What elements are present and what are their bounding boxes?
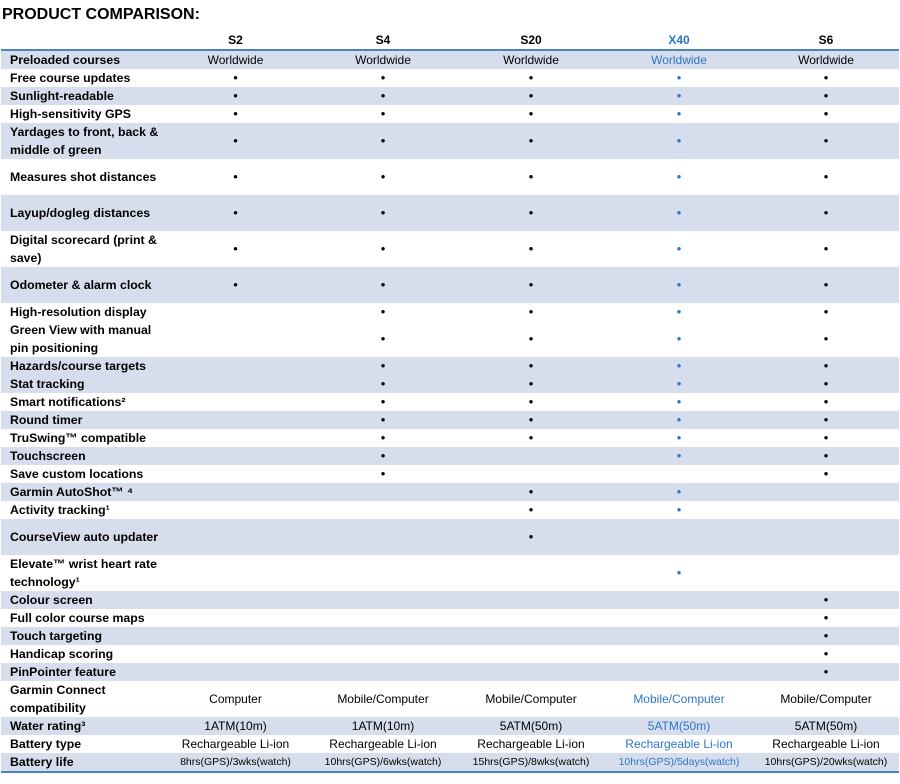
cell-value: • <box>528 70 534 85</box>
table-row <box>1 375 899 393</box>
table-row <box>1 159 899 195</box>
cell-value-highlighted <box>605 519 753 555</box>
feature-label: Stat tracking <box>1 375 162 393</box>
feature-label: Battery life <box>1 753 162 772</box>
cell-value <box>309 645 457 663</box>
cell-value <box>162 375 309 393</box>
cell-value <box>457 663 605 681</box>
feature-label: Smart notifications² <box>10 395 126 409</box>
table-row <box>1 231 899 267</box>
feature-label: CourseView auto updater <box>1 519 162 555</box>
cell-value <box>162 591 309 609</box>
cell-value <box>753 501 899 519</box>
cell-value: Worldwide <box>309 50 457 69</box>
cell-value: • <box>753 663 899 681</box>
cell-value <box>162 555 309 591</box>
cell-value <box>753 483 899 501</box>
cell-value: • <box>823 466 829 481</box>
feature-label: Yardages to front, back & middle of green <box>1 123 162 159</box>
table-row <box>1 519 899 555</box>
cell-value: • <box>823 331 829 346</box>
cell-value <box>309 519 457 555</box>
cell-value: 8hrs(GPS)/3wks(watch) <box>162 753 309 772</box>
cell-value-highlighted: 5ATM(50m) <box>605 717 753 735</box>
cell-value <box>162 501 309 519</box>
cell-value: Mobile/Computer <box>337 692 429 706</box>
cell-value: Worldwide <box>457 50 605 69</box>
feature-label: Digital scorecard (print & save) <box>10 233 157 265</box>
cell-value: 5ATM(50m) <box>457 717 605 735</box>
feature-label: Battery type <box>10 737 82 751</box>
cell-value: • <box>753 627 899 645</box>
table-row <box>1 393 899 411</box>
cell-value <box>309 501 457 519</box>
cell-value: • <box>309 357 457 375</box>
cell-value: Worldwide <box>162 50 309 69</box>
cell-value: 1ATM(10m) <box>309 717 457 735</box>
cell-value-highlighted: • <box>605 411 753 429</box>
table-row <box>1 267 899 303</box>
cell-value: Rechargeable Li-ion <box>772 737 880 751</box>
cell-value: 10hrs(GPS)/6wks(watch) <box>309 753 457 772</box>
cell-value <box>457 447 605 465</box>
feature-label: Green View with manual pin positioning <box>10 323 152 355</box>
feature-label: Free course updates <box>10 71 131 85</box>
cell-value: • <box>528 394 534 409</box>
cell-value: Worldwide <box>753 50 899 69</box>
cell-value-highlighted <box>605 663 753 681</box>
cell-value: • <box>753 591 899 609</box>
cell-value-highlighted: • <box>605 447 753 465</box>
cell-value: • <box>309 195 457 231</box>
cell-value: • <box>823 610 829 625</box>
table-row <box>1 753 899 772</box>
table-row <box>1 195 899 231</box>
cell-value: • <box>162 87 309 105</box>
cell-value <box>162 429 309 447</box>
model-header: S2 <box>162 30 309 50</box>
header-row <box>1 30 899 50</box>
cell-value-highlighted <box>605 591 753 609</box>
cell-value-highlighted: • <box>605 375 753 393</box>
cell-value <box>162 609 309 627</box>
cell-value <box>457 609 605 627</box>
feature-label: High-resolution display <box>10 305 147 319</box>
table-row <box>1 465 899 483</box>
cell-value: • <box>380 241 386 256</box>
cell-value: • <box>457 267 605 303</box>
cell-value <box>162 321 309 357</box>
feature-label: TruSwing™ compatible <box>10 431 146 445</box>
feature-label: Colour screen <box>1 591 162 609</box>
cell-value: • <box>823 241 829 256</box>
cell-value <box>457 645 605 663</box>
cell-value: • <box>753 411 899 429</box>
cell-value: • <box>457 375 605 393</box>
cell-value: • <box>457 87 605 105</box>
cell-value <box>162 645 309 663</box>
cell-value: • <box>823 70 829 85</box>
cell-value: • <box>528 304 534 319</box>
feature-label: PinPointer feature <box>1 663 162 681</box>
cell-value-highlighted: • <box>605 87 753 105</box>
feature-label: Garmin Connect compatibility <box>10 683 106 715</box>
cell-value-highlighted: • <box>676 331 682 346</box>
cell-value <box>162 663 309 681</box>
table-row <box>1 447 899 465</box>
table-row <box>1 303 899 321</box>
cell-value-highlighted: • <box>676 430 682 445</box>
table-row <box>1 429 899 447</box>
cell-value: • <box>823 304 829 319</box>
cell-value: Rechargeable Li-ion <box>477 737 585 751</box>
cell-value-highlighted: • <box>605 357 753 375</box>
cell-value: • <box>753 123 899 159</box>
cell-value: • <box>380 394 386 409</box>
cell-value <box>162 519 309 555</box>
cell-value: Rechargeable Li-ion <box>329 737 437 751</box>
cell-value: • <box>528 331 534 346</box>
cell-value: • <box>528 169 534 184</box>
cell-value-highlighted: • <box>676 169 682 184</box>
cell-value: • <box>233 106 238 121</box>
feature-label: Touch targeting <box>1 627 162 645</box>
cell-value: • <box>823 646 829 661</box>
cell-value <box>162 447 309 465</box>
cell-value-highlighted: • <box>676 304 682 319</box>
cell-value: 10hrs(GPS)/20wks(watch) <box>753 753 899 772</box>
feature-label: Elevate™ wrist heart rate technology¹ <box>10 557 157 589</box>
cell-value <box>162 357 309 375</box>
cell-value: • <box>528 106 534 121</box>
cell-value-highlighted: • <box>605 483 753 501</box>
cell-value: • <box>823 430 829 445</box>
cell-value-highlighted: • <box>676 565 682 580</box>
table-row <box>1 69 899 87</box>
table-row <box>1 105 899 123</box>
feature-label: Hazards/course targets <box>1 357 162 375</box>
cell-value: • <box>380 331 386 346</box>
cell-value: • <box>309 267 457 303</box>
table-row <box>1 483 899 501</box>
cell-value-highlighted: • <box>676 394 682 409</box>
cell-value: Mobile/Computer <box>485 692 577 706</box>
cell-value-highlighted: Rechargeable Li-ion <box>625 737 733 751</box>
table-row <box>1 555 899 591</box>
cell-value <box>309 663 457 681</box>
cell-value-highlighted: • <box>605 267 753 303</box>
cell-value: Mobile/Computer <box>780 692 872 706</box>
cell-value: • <box>380 106 386 121</box>
cell-value-highlighted: • <box>605 123 753 159</box>
feature-label: High-sensitivity GPS <box>10 107 131 121</box>
cell-value <box>309 483 457 501</box>
feature-label: Odometer & alarm clock <box>1 267 162 303</box>
cell-value: • <box>162 267 309 303</box>
table-row <box>1 591 899 609</box>
cell-value: • <box>309 123 457 159</box>
cell-value: • <box>528 502 534 517</box>
feature-label: Save custom locations <box>10 467 144 481</box>
cell-value: • <box>457 519 605 555</box>
cell-value <box>309 627 457 645</box>
model-header: S4 <box>309 30 457 50</box>
feature-label: Garmin AutoShot™ ⁴ <box>1 483 162 501</box>
table-row <box>1 123 899 159</box>
cell-value: • <box>380 169 386 184</box>
cell-value <box>309 609 457 627</box>
cell-value <box>753 519 899 555</box>
cell-value-highlighted <box>605 465 753 483</box>
cell-value <box>457 465 605 483</box>
cell-value <box>309 555 457 591</box>
feature-label: Activity tracking¹ <box>10 503 110 517</box>
cell-value: • <box>309 375 457 393</box>
cell-value-highlighted: • <box>676 70 682 85</box>
cell-value <box>457 591 605 609</box>
feature-label: Water rating³ <box>1 717 162 735</box>
feature-label: Round timer <box>1 411 162 429</box>
feature-label: Touchscreen <box>1 447 162 465</box>
cell-value-highlighted <box>605 609 753 627</box>
cell-value <box>162 303 309 321</box>
cell-value-highlighted: • <box>676 106 682 121</box>
cell-value-highlighted: Worldwide <box>605 50 753 69</box>
cell-value: • <box>528 430 534 445</box>
feature-label: Sunlight-readable <box>1 87 162 105</box>
cell-value: • <box>823 106 829 121</box>
cell-value <box>457 555 605 591</box>
cell-value: • <box>162 123 309 159</box>
feature-label: Layup/dogleg distances <box>1 195 162 231</box>
feature-label: Preloaded courses <box>1 50 162 69</box>
table-row <box>1 717 899 735</box>
cell-value: • <box>457 357 605 375</box>
cell-value <box>457 627 605 645</box>
cell-value-highlighted: • <box>676 502 682 517</box>
cell-value: • <box>233 169 238 184</box>
cell-value: • <box>380 304 386 319</box>
cell-value <box>162 465 309 483</box>
feature-label: Handicap scoring <box>10 647 114 661</box>
table-row <box>1 735 899 753</box>
cell-value: • <box>380 70 386 85</box>
cell-value: • <box>753 267 899 303</box>
cell-value: • <box>753 447 899 465</box>
table-row <box>1 627 899 645</box>
table-row <box>1 501 899 519</box>
cell-value-highlighted <box>605 627 753 645</box>
cell-value: • <box>309 87 457 105</box>
cell-value <box>753 555 899 591</box>
cell-value: • <box>309 411 457 429</box>
cell-value: • <box>162 195 309 231</box>
model-header: S6 <box>753 30 899 50</box>
model-header: S20 <box>457 30 605 50</box>
model-header-highlighted: X40 <box>605 30 753 50</box>
cell-value-highlighted <box>605 645 753 663</box>
cell-value: • <box>233 241 238 256</box>
table-row <box>1 50 899 69</box>
cell-value: • <box>309 447 457 465</box>
cell-value: 1ATM(10m) <box>162 717 309 735</box>
page-title: PRODUCT COMPARISON: <box>2 6 200 23</box>
cell-value: • <box>457 195 605 231</box>
comparison-table <box>1 30 899 773</box>
table-row <box>1 357 899 375</box>
cell-value <box>162 627 309 645</box>
cell-value: 15hrs(GPS)/8wks(watch) <box>457 753 605 772</box>
cell-value: • <box>753 375 899 393</box>
table-row <box>1 609 899 627</box>
cell-value: • <box>380 430 386 445</box>
cell-value <box>162 393 309 411</box>
cell-value: • <box>753 87 899 105</box>
cell-value: Rechargeable Li-ion <box>181 737 290 751</box>
table-row <box>1 645 899 663</box>
table-row <box>1 411 899 429</box>
cell-value-highlighted: 10hrs(GPS)/5days(watch) <box>605 753 753 772</box>
table-row <box>1 663 899 681</box>
cell-value <box>162 483 309 501</box>
cell-value: • <box>753 357 899 375</box>
cell-value-highlighted: • <box>605 195 753 231</box>
table-row <box>1 321 899 357</box>
cell-value: • <box>457 411 605 429</box>
cell-value: • <box>753 195 899 231</box>
cell-value-highlighted: • <box>676 241 682 256</box>
cell-value-highlighted: Mobile/Computer <box>633 692 725 706</box>
cell-value: • <box>457 483 605 501</box>
table-row <box>1 681 899 717</box>
feature-header <box>1 30 162 50</box>
cell-value: • <box>457 123 605 159</box>
table-row <box>1 87 899 105</box>
cell-value: • <box>823 169 829 184</box>
cell-value: • <box>528 241 534 256</box>
cell-value: • <box>380 466 386 481</box>
feature-label: Measures shot distances <box>10 170 157 184</box>
cell-value: • <box>823 394 829 409</box>
cell-value <box>162 411 309 429</box>
feature-label: Full color course maps <box>10 611 145 625</box>
cell-value: Computer <box>209 692 262 706</box>
cell-value: • <box>233 70 238 85</box>
cell-value: 5ATM(50m) <box>753 717 899 735</box>
cell-value <box>309 591 457 609</box>
